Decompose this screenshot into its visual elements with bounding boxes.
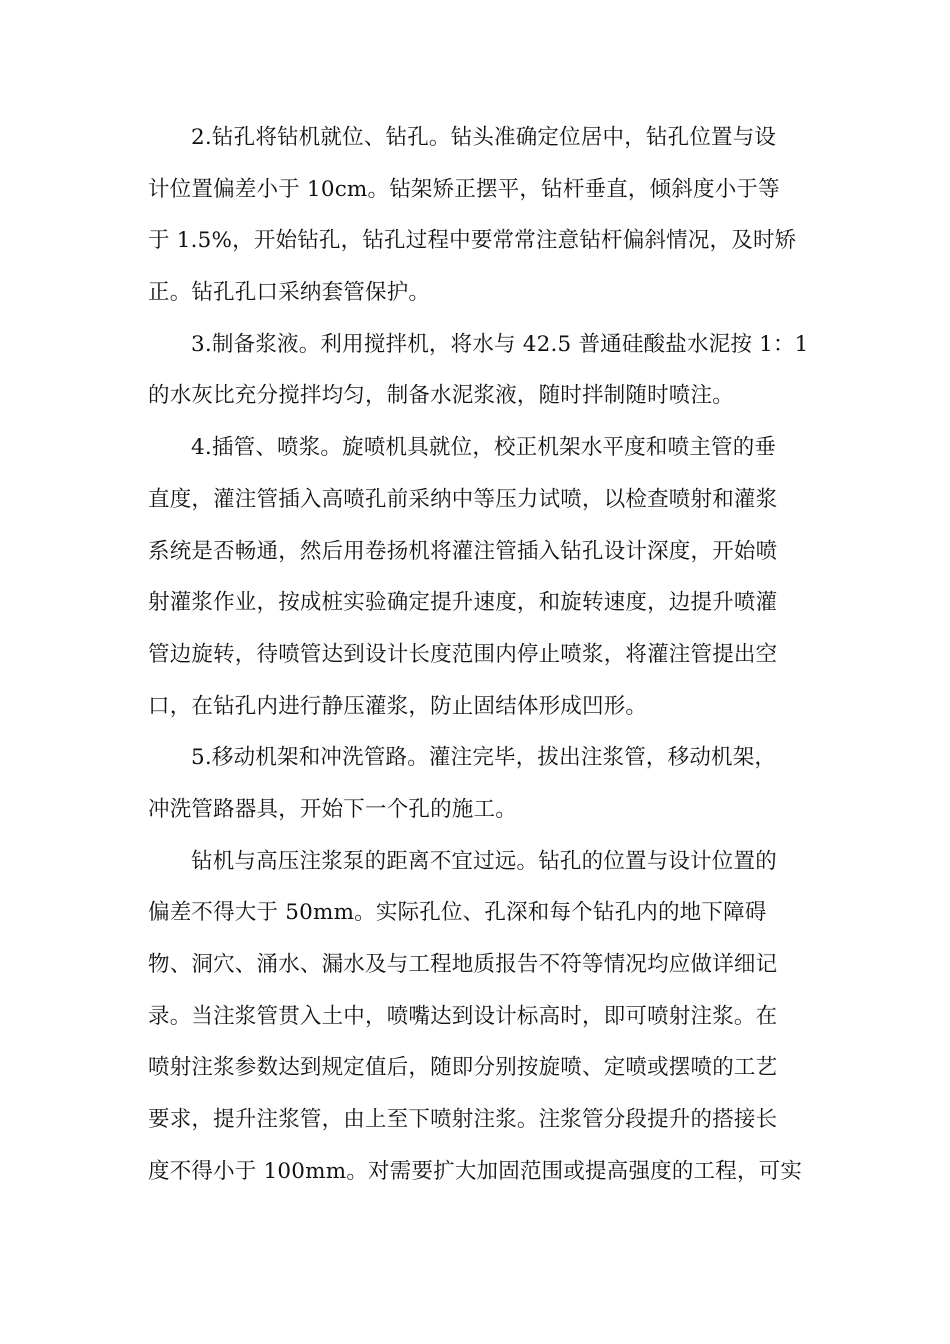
paragraph-step-2-drilling [148,112,804,319]
paragraph-line: 计位置偏差小于 10cm。钻架矫正摆平，钻杆垂直，倾斜度小于等 [148,176,780,202]
paragraph-line: 系统是否畅通，然后用卷扬机将灌注管插入钻孔设计深度，开始喷 [148,538,778,564]
document-body [148,112,809,1197]
paragraph-line: 度不得小于 100mm。对需要扩大加固范围或提高强度的工程，可实 [148,1158,803,1184]
paragraph-line: 射灌浆作业，按成桩实验确定提升速度，和旋转速度，边提升喷灌 [148,590,778,616]
paragraph-line: 偏差不得大于 50mm。实际孔位、孔深和每个钻孔内的地下障碍 [148,900,767,926]
paragraph-notes [148,836,804,1198]
paragraph-line: 冲洗管路器具，开始下一个孔的施工。 [148,796,517,822]
paragraph-line: 物、洞穴、涌水、漏水及与工程地质报告不符等情况均应做详细记 [148,952,778,977]
paragraph-line: 管边旋转，待喷管达到设计长度范围内停止喷浆，将灌注管提出空 [148,641,778,667]
paragraph-line: 5.移动机架和冲洗管路。灌注完毕，拔出注浆管，移动机架， [191,745,777,771]
paragraph-line: 的水灰比充分搅拌均匀，制备水泥浆液，随时拌制随时喷注。 [148,383,734,409]
paragraph-line: 要求，提升注浆管，由上至下喷射注浆。注浆管分段提升的搭接长 [148,1107,778,1133]
paragraph-line: 录。当注浆管贯入土中，喷嘴达到设计标高时，即可喷射注浆。在 [148,1003,778,1029]
paragraph-line: 2.钻孔将钻机就位、钻孔。钻头准确定位居中，钻孔位置与设 [191,125,777,150]
paragraph-line: 4.插管、喷浆。旋喷机具就位，校正机架水平度和喷主管的垂 [191,435,777,461]
paragraph-step-5-moving [148,732,804,835]
paragraph-line: 喷射注浆参数达到规定值后，随即分别按旋喷、定喷或摆喷的工艺 [148,1055,778,1081]
paragraph-step-4-grouting [148,422,804,732]
paragraph-line: 钻机与高压注浆泵的距离不宜过远。钻孔的位置与设计位置的 [191,848,777,874]
paragraph-line: 于 1.5%，开始钻孔，钻孔过程中要常常注意钻杆偏斜情况，及时矫 [148,228,797,254]
paragraph-step-3-slurry [148,319,809,422]
paragraph-line: 3.制备浆液。利用搅拌机，将水与 42.5 普通硅酸盐水泥按 1：1 [191,331,809,357]
paragraph-line: 直度，灌注管插入高喷孔前采纳中等压力试喷，以检查喷射和灌浆 [148,486,778,512]
paragraph-line: 正。钻孔孔口采纳套管保护。 [148,280,431,306]
paragraph-line: 口，在钻孔内进行静压灌浆，防止固结体形成凹形。 [148,693,648,719]
